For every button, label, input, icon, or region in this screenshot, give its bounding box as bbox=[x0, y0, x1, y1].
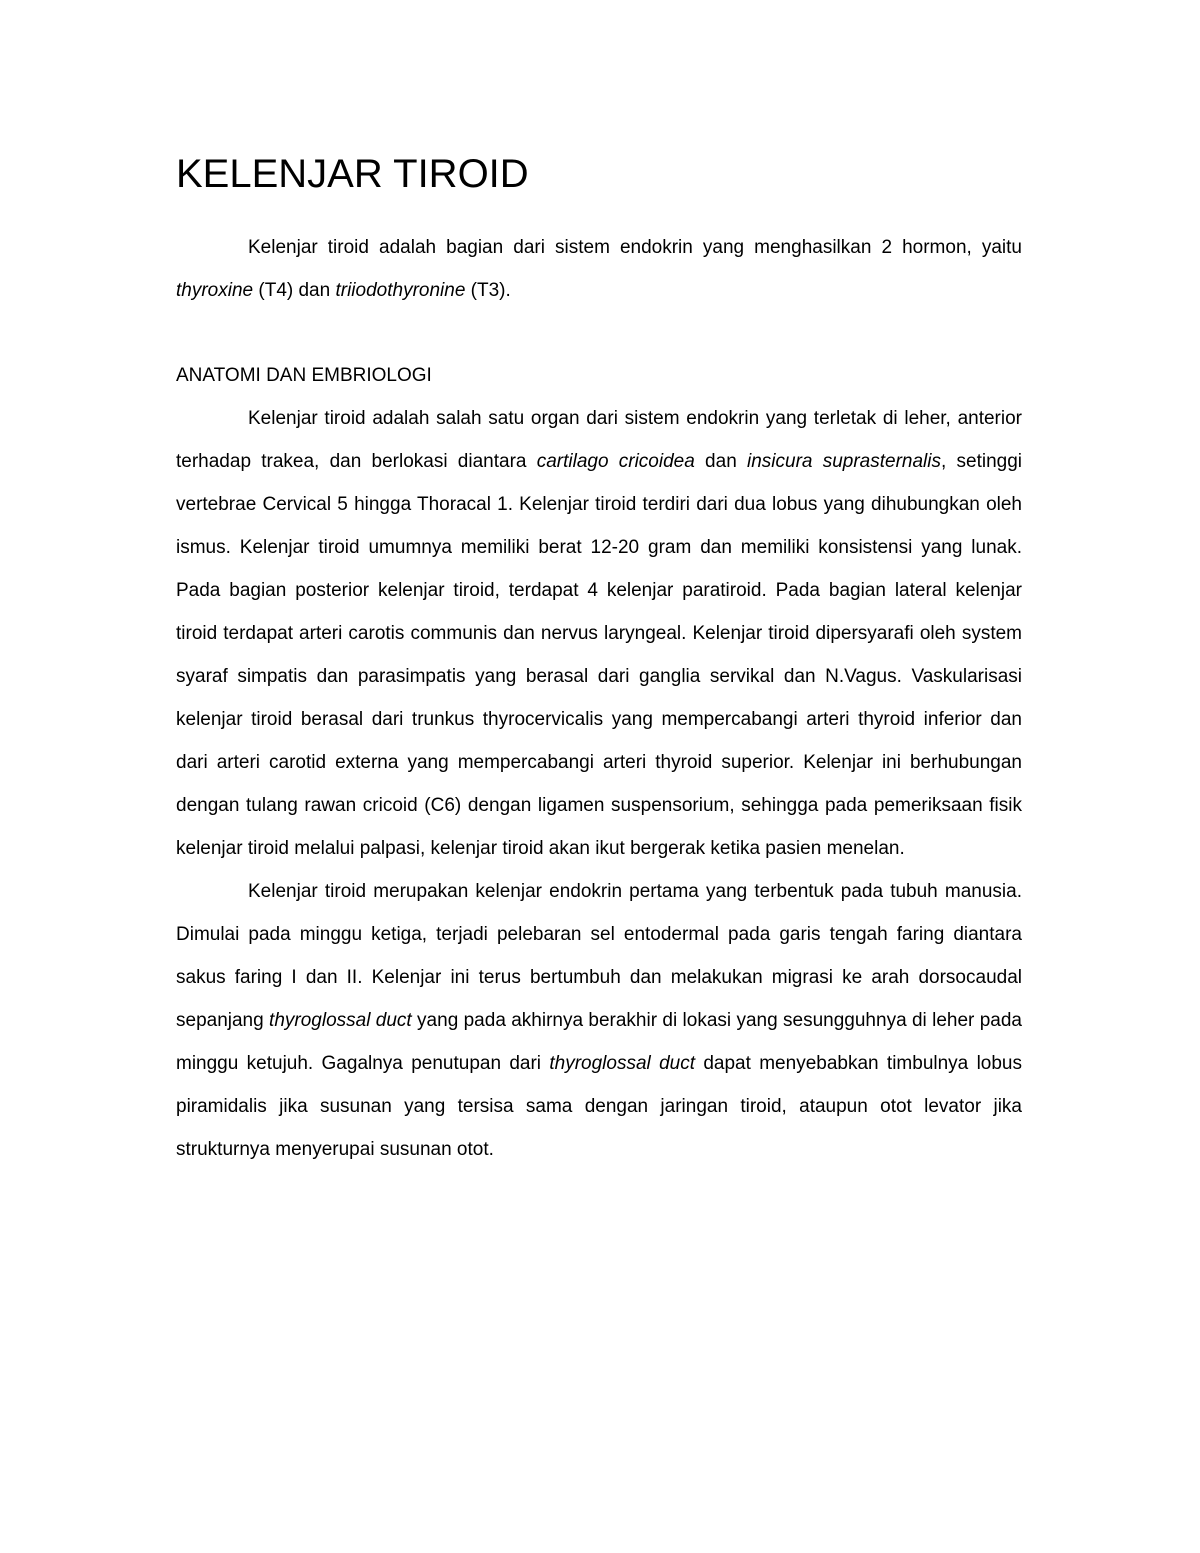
embryology-term-duct-1: thyroglossal duct bbox=[269, 1010, 412, 1031]
intro-text-3: (T3). bbox=[465, 280, 511, 301]
intro-term-triiodothyronine: triiodothyronine bbox=[335, 280, 466, 301]
anatomy-term-insicura: insicura suprasternalis bbox=[747, 451, 941, 472]
anatomy-paragraph bbox=[176, 397, 1022, 870]
embryology-text-3: dapat menyebabkan timbulnya lobus piramidalis jika susunan yang tersisa sama dengan jaringan tiroid, ataupun otot levator jika strukturnya menyerupai susunan otot. bbox=[176, 1053, 1023, 1160]
intro-text-1: Kelenjar tiroid adalah bagian dari sistem endokrin yang menghasilkan 2 hormon, yaitu bbox=[248, 237, 1022, 258]
document-title: KELENJAR TIROID bbox=[176, 152, 529, 196]
embryology-text-2: yang pada akhirnya berakhir di lokasi yang sesungguhnya di leher pada minggu ketujuh. Gagalnya penutupan dari bbox=[176, 1010, 1023, 1074]
anatomy-text-3: , setinggi vertebrae Cervical 5 hingga Thoracal 1. Kelenjar tiroid terdiri dari dua lobus yang dihubungkan oleh ismus. Kelenjar tiroid umumnya memiliki berat 12-20 gram dan memiliki konsistensi yang lunak. Pada bagian posterior kelenjar tiroid, terdapat 4 kelenjar paratiroid. Pada bagian lateral kelenjar tiroid terdapat arteri carotis communis dan nervus laryngeal. Kelenjar tiroid dipersyarafi oleh system syaraf simpatis dan parasimpatis yang berasal dari ganglia servikal dan N.Vagus. Vaskularisasi kelenjar tiroid berasal dari trunkus thyrocervicalis yang mempercabangi arteri thyroid inferior dan dari arteri carotid externa yang mempercabangi arteri thyroid superior. Kelenjar ini berhubungan dengan tulang rawan cricoid (C6) dengan ligamen suspensorium, sehingga pada pemeriksaan fisik kelenjar tiroid melalui palpasi, kelenjar tiroid akan ikut bergerak ketika pasien menelan. bbox=[176, 451, 1023, 859]
anatomy-text-2: dan bbox=[694, 451, 747, 472]
embryology-paragraph bbox=[176, 870, 1022, 1171]
embryology-term-duct-2: thyroglossal duct bbox=[549, 1053, 696, 1074]
intro-term-thyroxine: thyroxine bbox=[176, 280, 254, 301]
intro-paragraph bbox=[176, 226, 1022, 312]
embryology-text-1: Kelenjar tiroid merupakan kelenjar endokrin pertama yang terbentuk pada tubuh manusia. Dimulai pada minggu ketiga, terjadi pelebaran sel entodermal pada garis tengah faring diantara sakus faring I dan II. Kelenjar ini terus bertumbuh dan melakukan migrasi ke arah dorsocaudal sepanjang bbox=[176, 881, 1022, 1031]
intro-text-2: (T4) dan bbox=[253, 280, 336, 301]
document-body bbox=[176, 146, 1022, 1171]
anatomy-term-cartilago: cartilago cricoidea bbox=[536, 451, 695, 472]
anatomy-text-1: Kelenjar tiroid adalah salah satu organ dari sistem endokrin yang terletak di leher, anterior terhadap trakea, dan berlokasi diantara bbox=[176, 408, 1022, 472]
section-heading: ANATOMI DAN EMBRIOLOGI bbox=[176, 365, 432, 386]
